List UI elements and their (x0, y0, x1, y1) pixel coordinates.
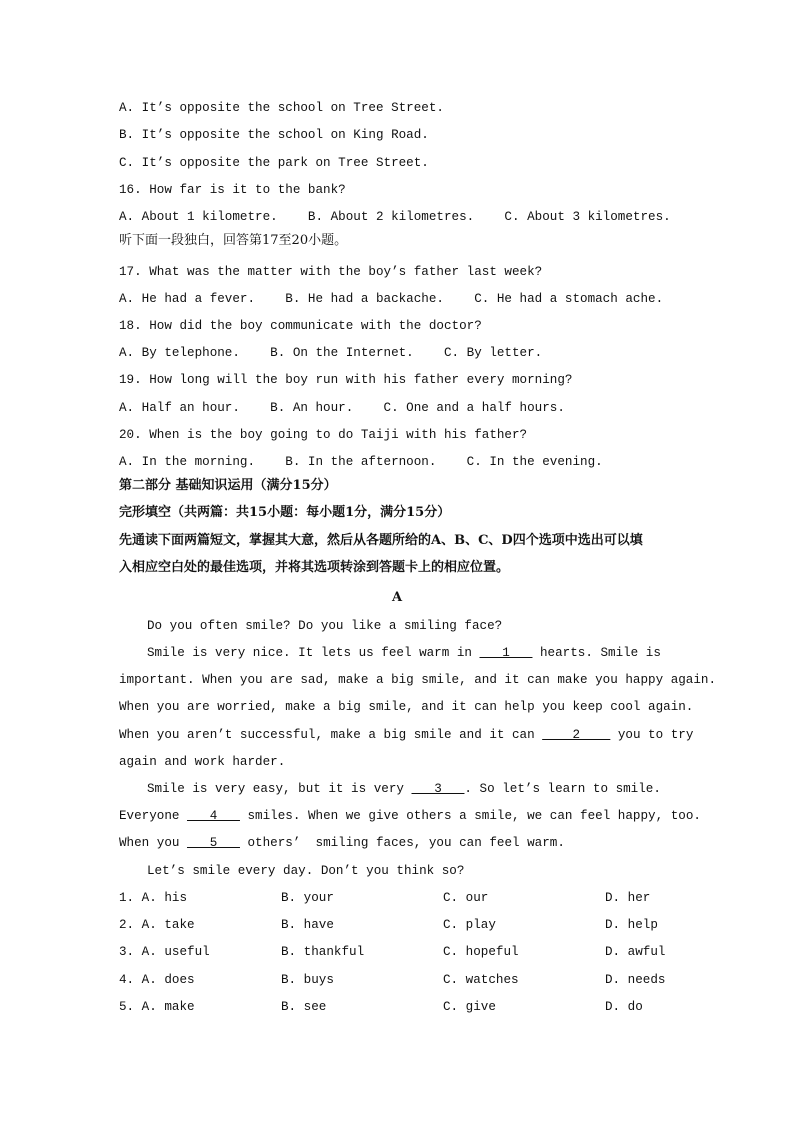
option-3a: 3. A. useful (119, 945, 210, 959)
q18-question: 18. How did the boy communicate with the doctor? (119, 319, 482, 333)
passage-text: When you (119, 836, 188, 850)
option-3c: C. hopeful (443, 945, 519, 959)
q15-option-b: B. It’s opposite the school on King Road. (119, 128, 429, 142)
monologue-intro: 听下面一段独白，回答第17至20小题。 (119, 233, 348, 248)
option-5c: C. give (443, 1000, 496, 1014)
option-4a: 4. A. does (119, 973, 195, 987)
passage-text: . So let’s learn to smile. (464, 782, 661, 796)
passage-line (147, 781, 661, 797)
option-2d: D. help (605, 918, 658, 932)
blank-1: ___1___ (479, 646, 533, 660)
passage-line (119, 727, 693, 743)
option-5a: 5. A. make (119, 1000, 195, 1014)
passage-text: others’ smiling faces, you can feel warm. (239, 836, 565, 850)
part2-heading: 第二部分 基础知识运用（满分15分） (119, 478, 337, 493)
passage-line: When you are worried, make a big smile, and it can help you keep cool again. (119, 700, 694, 714)
passage-label: A (391, 590, 403, 605)
passage-line: important. When you are sad, make a big smile, and it can make you happy again. (119, 673, 717, 687)
option-1a: 1. A. his (119, 891, 188, 905)
q17-question: 17. What was the matter with the boy’s father last week? (119, 265, 543, 279)
blank-3: ___3___ (411, 782, 465, 796)
blank-2: ____2____ (542, 728, 611, 742)
option-2c: C. play (443, 918, 496, 932)
q20-options: A. In the morning. B. In the afternoon. C. In the evening. (119, 455, 603, 469)
passage-text: Smile is very easy, but it is very (147, 782, 412, 796)
q20-question: 20. When is the boy going to do Taiji with his father? (119, 428, 528, 442)
q19-question: 19. How long will the boy run with his father every morning? (119, 373, 573, 387)
passage-line (147, 645, 661, 661)
option-3b: B. thankful (281, 945, 365, 959)
option-5d: D. do (605, 1000, 643, 1014)
passage-text: When you aren’t successful, make a big smile and it can (119, 728, 543, 742)
blank-4: ___4___ (187, 809, 240, 823)
option-1c: C. our (443, 891, 489, 905)
instruction-line-1: 先通读下面两篇短文，掌握其大意，然后从各题所给的A、B、C、D四个选项中选出可以填 (119, 533, 643, 548)
option-4c: C. watches (443, 973, 519, 987)
q16-question: 16. How far is it to the bank? (119, 183, 346, 197)
option-3d: D. awful (605, 945, 666, 959)
passage-text: you to try (610, 728, 694, 742)
q15-option-a: A. It’s opposite the school on Tree Street. (119, 101, 444, 115)
passage-line (119, 835, 565, 851)
option-4b: B. buys (281, 973, 334, 987)
blank-5: ___5___ (187, 836, 240, 850)
passage-text: smiles. When we give others a smile, we can feel happy, too. (239, 809, 701, 823)
q15-option-c: C. It’s opposite the park on Tree Street. (119, 156, 429, 170)
instruction-line-2: 入相应空白处的最佳选项，并将其选项转涂到答题卡上的相应位置。 (119, 560, 510, 575)
q19-options: A. Half an hour. B. An hour. C. One and a half hours. (119, 401, 565, 415)
q17-options: A. He had a fever. B. He had a backache. C. He had a stomach ache. (119, 292, 664, 306)
passage-text: hearts. Smile is (532, 646, 661, 660)
option-1d: D. her (605, 891, 651, 905)
passage-line (119, 808, 701, 824)
cloze-heading: 完形填空（共两篇：共15小题：每小题1分，满分15分） (119, 505, 451, 520)
q18-options: A. By telephone. B. On the Internet. C. By letter. (119, 346, 543, 360)
passage-text: Everyone (119, 809, 188, 823)
passage-line: Do you often smile? Do you like a smiling face? (147, 619, 503, 633)
option-5b: B. see (281, 1000, 327, 1014)
passage-text: Smile is very nice. It lets us feel warm in (147, 646, 480, 660)
passage-line: Let’s smile every day. Don’t you think so? (147, 864, 465, 878)
option-1b: B. your (281, 891, 334, 905)
option-2b: B. have (281, 918, 334, 932)
passage-line: again and work harder. (119, 755, 286, 769)
option-4d: D. needs (605, 973, 666, 987)
q16-options: A. About 1 kilometre. B. About 2 kilometres. C. About 3 kilometres. (119, 210, 671, 224)
option-2a: 2. A. take (119, 918, 195, 932)
